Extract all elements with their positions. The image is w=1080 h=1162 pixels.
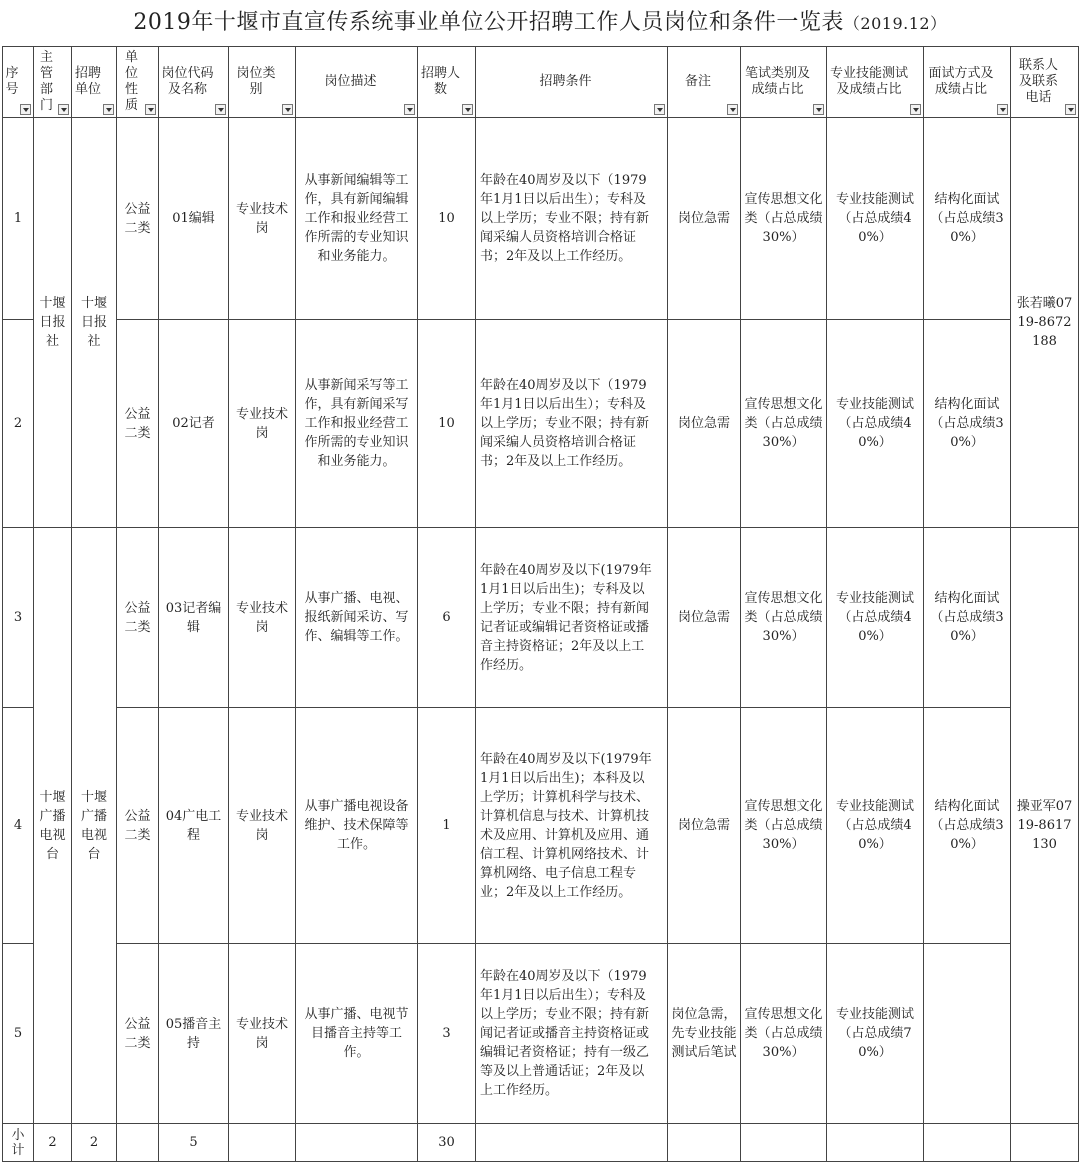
- filter-dropdown-icon[interactable]: [910, 104, 921, 115]
- interview-cell: 结构化面试（占总成绩30%）: [924, 528, 1011, 708]
- table-row: [3, 528, 1079, 708]
- filter-dropdown-icon[interactable]: [1065, 104, 1076, 115]
- dept-cell: 十堰日报社: [34, 118, 72, 528]
- nature-cell: 公益二类: [117, 708, 159, 944]
- category-cell: 专业技术岗: [229, 528, 296, 708]
- table-row: [3, 944, 1079, 1124]
- category-cell: 专业技术岗: [229, 944, 296, 1124]
- header-cell: 岗位代码及名称: [159, 47, 229, 118]
- desc-cell: 从事新闻采写等工作，具有新闻采写工作和报业经营工作所需的专业知识和业务能力。: [296, 320, 418, 528]
- filter-dropdown-icon[interactable]: [462, 104, 473, 115]
- note-cell: 岗位急需: [668, 528, 741, 708]
- header-cell: 备注: [668, 47, 741, 118]
- condition-cell: 年龄在40周岁及以下(1979年1月1日以后出生)；专科及以上学历；专业不限；持有新闻记者证或编辑记者资格证或播音主持资格证；2年及以上工作经历。: [476, 528, 668, 708]
- row-number: 1: [3, 118, 34, 320]
- interview-cell: 结构化面试（占总成绩30%）: [924, 320, 1011, 528]
- empty-cell: [741, 1124, 827, 1162]
- unit-cell: 十堰日报社: [72, 118, 117, 528]
- filter-dropdown-icon[interactable]: [813, 104, 824, 115]
- code-cell: 05播音主持: [159, 944, 229, 1124]
- interview-cell: 结构化面试（占总成绩30%）: [924, 708, 1011, 944]
- condition-cell: 年龄在40周岁及以下(1979年1月1日以后出生)；本科及以上学历；计算机科学与技术、计算机信息与技术、计算机技术及应用、计算机及应用、通信工程、计算机网络技术、计算机网络、电子信息工程专业；2年及以上工作经历。: [476, 708, 668, 944]
- empty-cell: [296, 1124, 418, 1162]
- desc-cell: 从事广播、电视、报纸新闻采访、写作、编辑等工作。: [296, 528, 418, 708]
- count-cell: 10: [418, 320, 476, 528]
- header-row: [3, 47, 1079, 118]
- filter-dropdown-icon[interactable]: [727, 104, 738, 115]
- filter-dropdown-icon[interactable]: [103, 104, 114, 115]
- filter-dropdown-icon[interactable]: [654, 104, 665, 115]
- note-cell: 岗位急需: [668, 320, 741, 528]
- written-cell: 宣传思想文化类（占总成绩30%）: [741, 944, 827, 1124]
- empty-cell: [668, 1124, 741, 1162]
- count-cell: 1: [418, 708, 476, 944]
- header-cell: 笔试类别及成绩占比: [741, 47, 827, 118]
- filter-dropdown-icon[interactable]: [145, 104, 156, 115]
- count-cell: 10: [418, 118, 476, 320]
- header-cell: 招聘条件: [476, 47, 668, 118]
- empty-cell: [827, 1124, 924, 1162]
- interview-cell: [924, 944, 1011, 1124]
- subtotal-code: 5: [159, 1124, 229, 1162]
- skill-cell: 专业技能测试（占总成绩40%）: [827, 118, 924, 320]
- header-cell: 招聘单位: [72, 47, 117, 118]
- written-cell: 宣传思想文化类（占总成绩30%）: [741, 320, 827, 528]
- nature-cell: 公益二类: [117, 118, 159, 320]
- skill-cell: 专业技能测试（占总成绩40%）: [827, 320, 924, 528]
- subtotal-dept: 2: [34, 1124, 72, 1162]
- count-cell: 6: [418, 528, 476, 708]
- empty-cell: [229, 1124, 296, 1162]
- code-cell: 02记者: [159, 320, 229, 528]
- header-cell: 单位性质: [117, 47, 159, 118]
- filter-dropdown-icon[interactable]: [58, 104, 69, 115]
- condition-cell: 年龄在40周岁及以下（1979年1月1日以后出生）；专科及以上学历；专业不限；持有新闻采编人员资格培训合格证书；2年及以上工作经历。: [476, 320, 668, 528]
- recruitment-table: [2, 46, 1079, 1162]
- contact-cell: 操亚军0719-8617130: [1011, 528, 1079, 1124]
- empty-cell: [117, 1124, 159, 1162]
- skill-cell: 专业技能测试（占总成绩70%）: [827, 944, 924, 1124]
- header-cell: 招聘人数: [418, 47, 476, 118]
- interview-cell: 结构化面试（占总成绩30%）: [924, 118, 1011, 320]
- empty-cell: [476, 1124, 668, 1162]
- nature-cell: 公益二类: [117, 528, 159, 708]
- table-row: [3, 118, 1079, 320]
- note-cell: 岗位急需: [668, 708, 741, 944]
- header-cell: 专业技能测试及成绩占比: [827, 47, 924, 118]
- desc-cell: 从事广播电视设备维护、技术保障等工作。: [296, 708, 418, 944]
- code-cell: 03记者编辑: [159, 528, 229, 708]
- row-number: 4: [3, 708, 34, 944]
- header-cell: 序号: [3, 47, 34, 118]
- header-cell: 联系人及联系电话: [1011, 47, 1079, 118]
- dept-cell: 十堰广播电视台: [34, 528, 72, 1124]
- filter-dropdown-icon[interactable]: [404, 104, 415, 115]
- empty-cell: [1011, 1124, 1079, 1162]
- filter-dropdown-icon[interactable]: [215, 104, 226, 115]
- category-cell: 专业技术岗: [229, 320, 296, 528]
- header-cell: 岗位类别: [229, 47, 296, 118]
- title-main: 2019年十堰市直宣传系统事业单位公开招聘工作人员岗位和条件一览表: [133, 10, 844, 35]
- category-cell: 专业技术岗: [229, 118, 296, 320]
- filter-dropdown-icon[interactable]: [282, 104, 293, 115]
- row-number: 3: [3, 528, 34, 708]
- skill-cell: 专业技能测试（占总成绩40%）: [827, 528, 924, 708]
- written-cell: 宣传思想文化类（占总成绩30%）: [741, 528, 827, 708]
- row-number: 5: [3, 944, 34, 1124]
- contact-cell: 张若曦0719-8672188: [1011, 118, 1079, 528]
- count-cell: 3: [418, 944, 476, 1124]
- subtotal-row: [3, 1124, 1079, 1162]
- note-cell: 岗位急需: [668, 118, 741, 320]
- written-cell: 宣传思想文化类（占总成绩30%）: [741, 118, 827, 320]
- title-date: （2019.12）: [843, 14, 947, 33]
- note-cell: 岗位急需，先专业技能测试后笔试: [668, 944, 741, 1124]
- category-cell: 专业技术岗: [229, 708, 296, 944]
- subtotal-unit: 2: [72, 1124, 117, 1162]
- unit-cell: 十堰广播电视台: [72, 528, 117, 1124]
- written-cell: 宣传思想文化类（占总成绩30%）: [741, 708, 827, 944]
- filter-dropdown-icon[interactable]: [997, 104, 1008, 115]
- condition-cell: 年龄在40周岁及以下（1979年1月1日以后出生）；专科及以上学历；专业不限；持有新闻采编人员资格培训合格证书；2年及以上工作经历。: [476, 118, 668, 320]
- filter-dropdown-icon[interactable]: [20, 104, 31, 115]
- header-cell: 主管部门: [34, 47, 72, 118]
- nature-cell: 公益二类: [117, 320, 159, 528]
- table-row: [3, 708, 1079, 944]
- desc-cell: 从事新闻编辑等工作，具有新闻编辑工作和报业经营工作所需的专业知识和业务能力。: [296, 118, 418, 320]
- subtotal-count: 30: [418, 1124, 476, 1162]
- desc-cell: 从事广播、电视节目播音主持等工作。: [296, 944, 418, 1124]
- code-cell: 04广电工程: [159, 708, 229, 944]
- skill-cell: 专业技能测试（占总成绩40%）: [827, 708, 924, 944]
- header-cell: 岗位描述: [296, 47, 418, 118]
- code-cell: 01编辑: [159, 118, 229, 320]
- subtotal-label: 小计: [3, 1124, 34, 1162]
- nature-cell: 公益二类: [117, 944, 159, 1124]
- row-number: 2: [3, 320, 34, 528]
- condition-cell: 年龄在40周岁及以下（1979年1月1日以后出生）；专科及以上学历；专业不限；持有新闻记者证或播音主持资格证或编辑记者资格证；持有一级乙等及以上普通话证；2年及以上工作经历。: [476, 944, 668, 1124]
- empty-cell: [924, 1124, 1011, 1162]
- page-title: [0, 0, 1080, 46]
- table-row: [3, 320, 1079, 528]
- header-cell: 面试方式及成绩占比: [924, 47, 1011, 118]
